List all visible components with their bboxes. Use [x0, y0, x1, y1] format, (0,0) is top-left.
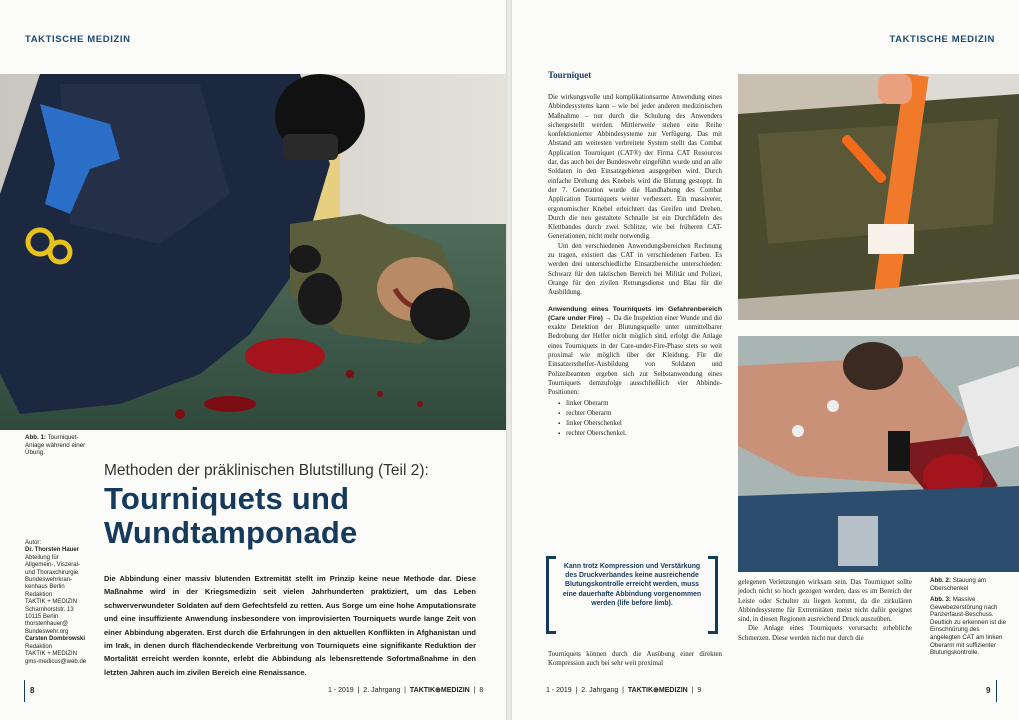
- body-column-1: [548, 93, 722, 440]
- positions-list: [558, 399, 722, 440]
- paragraph-4: gelegenen Verletzungen wirksam sein. Das Tourniquet sollte jedoch nicht so hoch gezogen werden, dass es im Bereich der Leiste oder Schulter zu liegen kommt, da die zirkulären Abbindesysteme für Extremitäten meist nicht dafür geeignet sind, in diesen Regionen ausreichend Druck auszuüben.: [738, 579, 912, 624]
- care-under-fire-heading: Anwendung eines Tourniquets im Gefahrenbereich (Care under Fire) →: [548, 305, 722, 322]
- position-item: ▪ rechter Oberschenkel.: [558, 429, 722, 439]
- position-item: ▪ linker Oberarm: [558, 399, 722, 409]
- footer-volume: 2. Jahrgang: [363, 687, 401, 694]
- paragraph-2: Um den verschiedenen Anwendungsbereichen Rechnung zu tragen, existiert das CAT in verschiedenen Farben. Es werden drei unterschiedliche Einsatzbereiche unterschieden: Schwarz für den taktischen Bereich bei Militär und Polizei, Orange für den zivilen Rettungsdienst und Blau für die Ausbildung.: [548, 242, 722, 297]
- care-under-fire-text: Da die Inspektion einer Wunde und die exakte Detektion der Blutungsquelle unter unmittelbarer Bedrohung der Helfer nicht möglich sind, erfolgt die Anlage eines Tourniquets in der Care-under-Fire-Phase stets so weit proximal wie möglich über der Kleidung. Für die Einsatzersthelfer-Ausbildung von Soldaten und Polizeibeamten ergeben sich zur Selbstanwendung eines Tourniquets demzufolge ausschließlich vier Abbinde-Positionen:: [548, 314, 723, 397]
- footer-rule-right: [996, 680, 997, 702]
- paragraph-care-under-fire: [548, 305, 722, 398]
- photo-thigh-tourniquet: [738, 74, 1019, 320]
- section-label-right: TAKTISCHE MEDIZIN: [889, 34, 995, 45]
- photo-tourniquet-exercise: [0, 74, 506, 430]
- headline-line-1: Tourniquets und: [104, 481, 350, 516]
- author-affiliation-line-4: kenhaus Berlin: [25, 584, 65, 591]
- position-item: ▪ linker Oberschenkel: [558, 419, 722, 429]
- footer-right-volume: 2. Jahrgang: [581, 687, 619, 694]
- footer-brand-2: MEDIZIN: [440, 687, 470, 694]
- paragraph-5: Die Anlage eines Tourniquets verursacht erhebliche Schmerzen. Diese werden nicht nur durch die: [738, 625, 912, 642]
- footer-brand-sep: ⊕: [435, 687, 441, 694]
- footer-rule-left: [24, 680, 25, 702]
- author-contact-line-2: gms-medicus@web.de: [25, 658, 87, 665]
- left-page: [0, 0, 506, 720]
- position-item: ▪ rechter Oberarm: [558, 409, 722, 419]
- author-affiliation-line-5: Redaktion: [25, 591, 53, 598]
- paragraph-1: Die wirkungsvolle und komplikationsarme Anwendung eines Abbindesystems kann – wie bei jeder anderen medizinischen Maßnahme – nur durch die Schulung des Anwenders sichergestellt werden. Mittlerweile stehen eine Reihe konfektionierter Abbindesysteme zur Verfügung. Das mit Abstand am weitesten verbreitete System stellt das Combat Application Tourniquet (CAT®) der Firma CAT Resources dar, das auch bei der Bundeswehr eingeführt wurde und an alle Soldaten in den Einsatzgebieten ausgegeben wird. Durch einfache Drehung des Knebels wird die Blutung gestoppt. In der 7. Generation wurde die Handhabung des Combat Application Tourniquets weiter verbessert. Ein massiverer, ergonomischer Knebel erleichtert das Greifen und Drehen. Durch die neu gestaltete Schnalle ist ein Durchfädeln des Klettbandes durch zwei Schlitze, wie bei früheren CAT-Generationen, nicht mehr notwendig.: [548, 94, 722, 241]
- pullquote-bracket-left: [546, 556, 556, 634]
- footer-right-page-repeat: 9: [697, 687, 702, 694]
- photo-blast-injury: [738, 336, 1019, 572]
- caption-2-label: Abb. 2:: [930, 577, 951, 584]
- author-affiliation-line-0: Abteilung für: [25, 554, 59, 561]
- footer-right-issue: 1 - 2019: [546, 687, 572, 694]
- footer-page-repeat: 8: [479, 687, 484, 694]
- caption-1-text: Tourniquet-Anlage während einer Übung.: [25, 434, 86, 457]
- author-affiliation-line-8: 10115 Berlin: [25, 614, 59, 621]
- footer-issue: 1 - 2019: [328, 687, 354, 694]
- author-affiliation-line-6: TAKTIK + MEDIZIN: [25, 599, 78, 606]
- caption-2-text: Stauung am Oberschenkel: [930, 577, 987, 592]
- footer-left-meta: 1 - 2019 | 2. Jahrgang | TAKTIK⊕MEDIZIN | 8: [328, 687, 484, 694]
- pullquote-bracket-right: [708, 556, 718, 634]
- headline-line-2: Wundtamponade: [104, 515, 358, 550]
- footer-right-brand: TAKTIK: [627, 687, 654, 694]
- paragraph-3: Tourniquets können durch die Ausübung einer direkten Kompression auch bei sehr weit proximal: [548, 651, 722, 668]
- article-lead: Die Abbindung einer massiv blutenden Extremität stellt im Prinzip keine neue Methode dar. Diese Maßnahme wird in der Kriegsmedizin seit vielen Jahrhunderten praktiziert, um das Leben schwerverwundeter Soldaten auf dem Gefechtsfeld zu retten. Aus Sorge um eine hohe Amputationsrate und eine insuffiziente Anwendung insbesondere von improvisierten Tourniquets wurde lange Zeit von einer Abbindung abgeraten. Erst durch die Erfahrungen in den aktuellen Konflikten in Afghanistan und im Irak, in denen durch flächendeckende Verbreitung von Tourniquets eine signifikante Reduktion der Mortalität erreicht werden konnte, erlebt die Abbindung als lebensrettende Sofortmaßnahme in den letzten Jahren auch im zivilen Bereich eine Renaissance.: [104, 574, 476, 677]
- footer-right-meta: 1 - 2019 | 2. Jahrgang | TAKTIK⊕MEDIZIN | 9: [546, 687, 702, 694]
- footer-brand: TAKTIK: [409, 687, 436, 694]
- author-affiliation-line-9: thorstenhauer@: [25, 621, 69, 628]
- caption-2: [930, 577, 1006, 592]
- footer-right-brand-sep: ⊕: [653, 687, 659, 694]
- author-affiliation-line-7: Scharnhorststr. 13: [25, 606, 74, 613]
- author-contact-line-0: Redaktion: [25, 643, 53, 650]
- author-affiliation-line-10: Bundeswehr.org: [25, 628, 69, 635]
- article-headline: [104, 482, 357, 550]
- author-affiliation-line-2: und Thoraxchirurgie: [25, 569, 79, 576]
- caption-1: [25, 434, 95, 457]
- author-contact-line-1: TAKTIK + MEDIZIN: [25, 651, 78, 658]
- article-kicker: Methoden der präklinischen Blutstillung (Teil 2):: [104, 462, 429, 479]
- page-number-8: 8: [30, 686, 35, 695]
- author-affiliation-2: [25, 644, 97, 666]
- caption-3: [930, 596, 1006, 657]
- author-box: [25, 540, 97, 666]
- caption-1-label: Abb. 1:: [25, 434, 46, 441]
- pullquote-box: [546, 556, 718, 634]
- section-label-left: TAKTISCHE MEDIZIN: [25, 34, 131, 45]
- author-heading: Autor:: [25, 540, 42, 546]
- caption-3-text: Massive Gewebezerstörung nach Panzerfaust-Beschuss. Deutlich zu erkennen ist die Einschnürung des angelegten CAT am linken Oberarm mit suffizienter Blutungskontrolle.: [930, 596, 1007, 657]
- footer-page-number-right: [986, 686, 990, 695]
- right-page: [512, 0, 1019, 720]
- author-name-2: Carsten Dombrowski: [25, 636, 86, 643]
- author-affiliation-line-1: Allgemein-, Viszeral-: [25, 562, 80, 569]
- author-affiliation-1: [25, 555, 97, 636]
- caption-3-label: Abb. 3:: [930, 596, 951, 603]
- author-affiliation-line-3: Bundeswehrkran-: [25, 577, 73, 584]
- footer-right-brand-2: MEDIZIN: [658, 687, 688, 694]
- body-column-2: [738, 578, 912, 643]
- subhead-tourniquet: Tourniquet: [548, 70, 592, 80]
- page-number-9: 9: [986, 686, 991, 695]
- body-column-1-continued: [548, 650, 722, 669]
- footer-page-number-left: [30, 686, 34, 695]
- pullquote-text: Kann trotz Kompression und Verstärkung des Druckverbandes keine ausreichende Blutungskontrolle erreicht werden, muss eine dauerhafte Abbindung vorgenommen werden (life before limb).: [562, 563, 702, 607]
- author-name-1: Dr. Thorsten Hauer: [25, 547, 80, 554]
